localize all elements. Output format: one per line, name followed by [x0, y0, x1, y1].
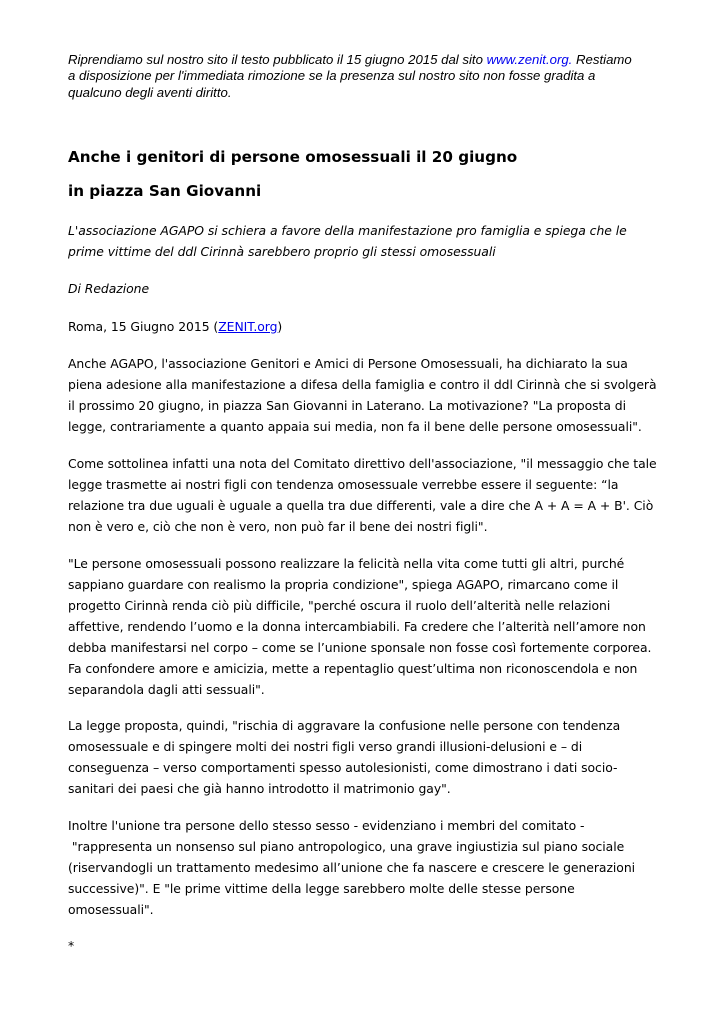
paragraph-line: progetto Cirinnà renda ciò più difficile, "perché oscura il ruolo dell’alterità nelle relazioni	[68, 598, 611, 613]
paragraph-line: "rappresenta un nonsenso sul piano antropologico, una grave ingiustizia sul piano sociale	[68, 839, 625, 854]
paragraph-line: Inoltre l'unione tra persone dello stesso sesso - evidenziano i membri del comitato -	[68, 818, 585, 833]
paragraph-line: il prossimo 20 giugno, in piazza San Giovanni in Laterano. La motivazione? "La proposta di	[68, 398, 626, 413]
notice-text: Riprendiamo sul nostro sito il testo pubblicato il 15 giugno 2015 dal sito	[68, 52, 487, 67]
article-title-line-2: in piazza San Giovanni	[68, 182, 262, 200]
paragraph-line: omosessuali".	[68, 902, 154, 917]
subtitle-line: prime vittime del ddl Cirinnà sarebbero proprio gli stessi omosessuali	[68, 244, 496, 259]
paragraph-4	[68, 715, 668, 799]
notice-line-2: a disposizione per l'immediata rimozione se la presenza sul nostro sito non fosse gradita a	[68, 68, 596, 84]
paragraph-line: sappiano guardare con realismo la propria condizione", spiega AGAPO, rimarcano come il	[68, 577, 619, 592]
paragraph-line: (riservandogli un trattamento medesimo all’unione che fa nascere e crescere le generazioni	[68, 860, 636, 875]
zenit-source-link[interactable]: ZENIT.org	[218, 319, 278, 334]
article-title-line-1: Anche i genitori di persone omosessuali il 20 giugno	[68, 148, 518, 166]
paragraph-5	[68, 815, 668, 920]
paragraph-line: successive)". E "le prime vittime della legge sarebbero molte delle stesse persone	[68, 881, 575, 896]
paragraph-line: legge trasmette ai nostri figli con tendenza omosessuale verrebbe essere il seguente: “la	[68, 477, 619, 492]
paragraph-line: La legge proposta, quindi, "rischia di aggravare la confusione nelle persone con tendenza	[68, 718, 621, 733]
dateline	[68, 316, 668, 337]
notice-line-3: qualcuno degli aventi diritto.	[68, 84, 232, 100]
notice-line-1	[68, 52, 668, 68]
paragraph-2	[68, 453, 668, 537]
paragraph-line: Come sottolinea infatti una nota del Comitato direttivo dell'associazione, "il messaggio che tale	[68, 456, 657, 471]
paragraph-line: omosessuale e di spingere molti dei nostri figli verso grandi illusioni-delusioni e – di	[68, 739, 583, 754]
paragraph-line: Fa confondere amore e amicizia, mette a repentaglio quest’ultima non riconoscendola e non	[68, 661, 638, 676]
byline: Di Redazione	[68, 281, 150, 296]
paragraph-line: conseguenza – verso comportamenti spesso autolesionisti, come dimostrano i dati socio-	[68, 760, 618, 775]
paragraph-1	[68, 353, 668, 437]
paragraph-line: relazione tra due uguali è uguale a quella tra due differenti, vale a dire che A + A = A + B'. Ciò	[68, 498, 654, 513]
paragraph-line: non è vero e, ciò che non è vero, non può far il bene dei nostri figli".	[68, 519, 488, 534]
paragraph-line: Anche AGAPO, l'associazione Genitori e Amici di Persone Omosessuali, ha dichiarato la sua	[68, 356, 628, 371]
reprint-notice	[68, 52, 668, 101]
paragraph-line: sanitari dei paesi che già hanno introdotto il matrimonio gay".	[68, 781, 451, 796]
subtitle-line: L'associazione AGAPO si schiera a favore della manifestazione pro famiglia e spiega che le	[68, 223, 627, 238]
dateline-suffix: )	[277, 319, 283, 334]
paragraph-line: debba manifestarsi nel corpo – come se l’unione sponsale non fosse così fortemente corporea.	[68, 640, 652, 655]
end-mark: *	[68, 938, 75, 953]
zenit-link[interactable]: www.zenit.org.	[486, 52, 573, 67]
paragraph-line: piena adesione alla manifestazione a difesa della famiglia e contro il ddl Cirinnà che si svolgerà	[68, 377, 657, 392]
paragraph-line: legge, contrariamente a quanto appaia sui media, non fa il bene delle persone omosessuali".	[68, 419, 642, 434]
paragraph-line: affettive, rendendo l’uomo e la donna intercambiabili. Fa credere che l’alterità nell’amore non	[68, 619, 646, 634]
notice-text-after: Restiamo	[572, 52, 632, 67]
paragraph-line: "Le persone omosessuali possono realizzare la felicità nella vita come tutti gli altri, purché	[68, 556, 625, 571]
article-subtitle	[68, 220, 668, 262]
paragraph-line: separandola dagli atti sessuali".	[68, 682, 265, 697]
paragraph-3	[68, 553, 668, 700]
dateline-text: Roma, 15 Giugno 2015 (	[68, 319, 219, 334]
